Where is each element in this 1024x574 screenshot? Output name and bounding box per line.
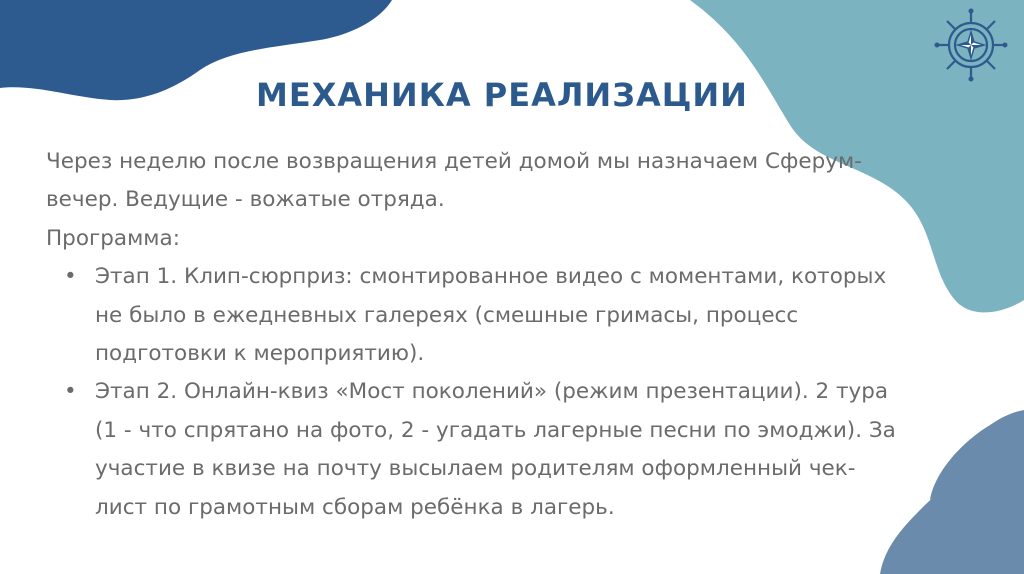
intro-paragraph: Через неделю после возвращения детей домой мы назначаем Сферум-вечер. Ведущие - вожатые отряда. — [46, 149, 862, 213]
stage-1-text: Этап 1. Клип-сюрприз: смонтированное видео с моментами, которых не было в ежедневных галереях (смешные гримасы, процесс подготовки к мероприятию). — [95, 264, 887, 367]
slide-body — [46, 143, 906, 527]
list-item — [46, 258, 906, 373]
program-label: Программа: — [46, 225, 180, 251]
stage-2-text: Этап 2. Онлайн-квиз «Мост поколений» (режим презентации). 2 тура (1 - что спрятано на фото, 2 - угадать лагерные песни по эмоджи). За участие в квизе на почту высылаем родителям оформленный чек-лист по грамотным сборам ребёнка в лагерь. — [95, 379, 896, 520]
list-item — [46, 373, 906, 527]
compass-rose-icon — [934, 8, 1008, 82]
slide-title: МЕХАНИКА РЕАЛИЗАЦИИ — [256, 76, 748, 114]
bullet-icon: • — [64, 379, 77, 405]
program-list — [46, 258, 906, 527]
bullet-icon: • — [64, 264, 77, 290]
